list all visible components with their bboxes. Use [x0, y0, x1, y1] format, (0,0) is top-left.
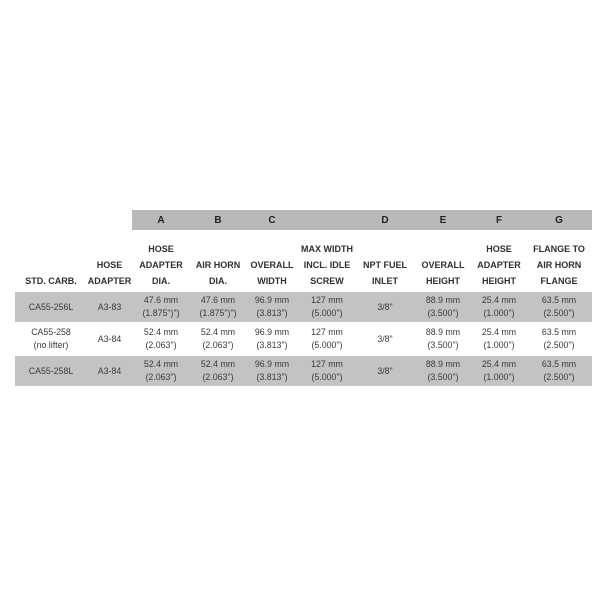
value-inch: (3.813"): [256, 372, 288, 382]
cell-e: [414, 292, 472, 322]
value-inch: (2.063"): [145, 372, 177, 382]
header-hose-adapter: [87, 257, 132, 292]
header-line: MAX WIDTH: [301, 244, 353, 254]
npt-value: 3/8": [377, 301, 393, 312]
value-inch: (1.000"): [483, 308, 515, 318]
value-inch: (2.063"): [145, 340, 177, 350]
cell-e: [414, 322, 472, 356]
cell-f: [472, 322, 526, 356]
value-inch: (2.063"): [202, 372, 234, 382]
header-line: SCREW: [310, 276, 344, 286]
header-line: ADAPTER: [87, 276, 132, 286]
value-inch: (2.500"): [543, 372, 575, 382]
header-line: STD. CARB.: [25, 276, 77, 286]
letter-blank: [298, 210, 356, 230]
value-inch: (5.000"): [311, 372, 343, 382]
value-inch: (3.813"): [256, 308, 288, 318]
table-row: [15, 292, 592, 322]
value-mm: 63.5 mm: [541, 295, 577, 305]
value-inch: (2.500"): [543, 340, 575, 350]
header-line: INCL. IDLE: [303, 260, 351, 270]
header-line: NPT FUEL: [363, 260, 407, 270]
letter-e: E: [439, 214, 447, 226]
value-inch: (1.875")"): [142, 308, 180, 318]
cell-hose-adapter: [87, 356, 132, 386]
hose-adapter-value: A3-84: [97, 333, 122, 344]
cell-d: [356, 292, 414, 322]
letter-b: B: [214, 214, 222, 226]
cell-max-width: [298, 292, 356, 322]
value-inch: (1.000"): [483, 340, 515, 350]
header-line: AIR HORN: [195, 260, 241, 270]
value-mm: 127 mm: [311, 295, 343, 305]
value-inch: (5.000"): [311, 308, 343, 318]
table-row: [15, 356, 592, 386]
value-inch: (3.500"): [427, 340, 459, 350]
value-inch: (1.000"): [483, 372, 515, 382]
header-line: INLET: [372, 276, 398, 286]
value-mm: 63.5 mm: [541, 359, 577, 369]
value-mm: 127 mm: [311, 327, 343, 337]
cell-c: [246, 292, 298, 322]
cell-g: [526, 292, 592, 322]
cell-g: [526, 322, 592, 356]
letter-f: F: [495, 214, 503, 226]
cell-b: [190, 322, 246, 356]
letter-a: A: [157, 214, 165, 226]
header-overall-width: [246, 257, 298, 292]
carburetor-spec-table: [15, 210, 592, 386]
header-line: HEIGHT: [425, 276, 460, 286]
value-mm: 63.5 mm: [541, 327, 577, 337]
cell-c: [246, 356, 298, 386]
value-mm: 25.4 mm: [481, 295, 517, 305]
hose-adapter-value: A3-84: [97, 365, 122, 376]
header-hose-adapter-height: [472, 241, 526, 292]
std-carb-value: CA55-258L: [28, 365, 74, 376]
std-carb-note: (no lifter): [33, 340, 69, 350]
cell-d: [356, 356, 414, 386]
cell-d: [356, 322, 414, 356]
cell-a: [132, 356, 190, 386]
npt-value: 3/8": [377, 333, 393, 344]
cell-std-carb: [15, 292, 87, 322]
header-line: DIA.: [209, 276, 227, 286]
std-carb-value: CA55-258: [31, 327, 71, 337]
table-row: [15, 322, 592, 356]
header-line: ADAPTER: [139, 260, 183, 270]
header-line: OVERALL: [421, 260, 465, 270]
value-mm: 96.9 mm: [254, 327, 290, 337]
npt-value: 3/8": [377, 365, 393, 376]
header-line: HOSE: [148, 244, 174, 254]
value-mm: 88.9 mm: [425, 327, 461, 337]
std-carb-value: CA55-256L: [28, 301, 74, 312]
value-mm: 88.9 mm: [425, 295, 461, 305]
value-inch: (2.063"): [202, 340, 234, 350]
value-inch: (1.875")"): [199, 308, 237, 318]
value-mm: 47.6 mm: [143, 295, 179, 305]
cell-g: [526, 356, 592, 386]
value-mm: 47.6 mm: [200, 295, 236, 305]
value-mm: 96.9 mm: [254, 359, 290, 369]
header-line: AIR HORN: [536, 260, 582, 270]
value-inch: (5.000"): [311, 340, 343, 350]
cell-std-carb: [15, 356, 87, 386]
letter-bar: [132, 210, 592, 230]
header-std-carb: [15, 273, 87, 292]
header-flange-to-air-horn-flange: [526, 241, 592, 292]
cell-a: [132, 292, 190, 322]
value-inch: (2.500"): [543, 308, 575, 318]
cell-f: [472, 356, 526, 386]
header-line: FLANGE TO: [533, 244, 585, 254]
header-overall-height: [414, 257, 472, 292]
value-mm: 52.4 mm: [143, 359, 179, 369]
cell-max-width: [298, 322, 356, 356]
header-line: DIA.: [152, 276, 170, 286]
cell-hose-adapter: [87, 322, 132, 356]
cell-f: [472, 292, 526, 322]
value-mm: 96.9 mm: [254, 295, 290, 305]
cell-a: [132, 322, 190, 356]
header-line: ADAPTER: [477, 260, 521, 270]
letter-d: D: [381, 214, 389, 226]
cell-max-width: [298, 356, 356, 386]
header-npt-fuel-inlet: [356, 257, 414, 292]
value-inch: (3.500"): [427, 372, 459, 382]
header-line: OVERALL: [250, 260, 294, 270]
table-header-row: [15, 230, 592, 292]
header-line: HEIGHT: [481, 276, 516, 286]
cell-b: [190, 356, 246, 386]
cell-b: [190, 292, 246, 322]
value-mm: 52.4 mm: [200, 359, 236, 369]
value-inch: (3.500"): [427, 308, 459, 318]
cell-c: [246, 322, 298, 356]
letter-g: G: [555, 214, 563, 226]
header-line: HOSE: [96, 260, 123, 270]
header-line: FLANGE: [540, 276, 578, 286]
value-mm: 52.4 mm: [200, 327, 236, 337]
value-mm: 88.9 mm: [425, 359, 461, 369]
cell-e: [414, 356, 472, 386]
cell-hose-adapter: [87, 292, 132, 322]
header-line: WIDTH: [257, 276, 287, 286]
value-mm: 25.4 mm: [481, 359, 517, 369]
header-max-width: [298, 241, 356, 292]
header-hose-adapter-dia: [132, 241, 190, 292]
hose-adapter-value: A3-83: [97, 301, 122, 312]
value-mm: 127 mm: [311, 359, 343, 369]
value-mm: 25.4 mm: [481, 327, 517, 337]
cell-std-carb: [15, 322, 87, 356]
value-mm: 52.4 mm: [143, 327, 179, 337]
value-inch: (3.813"): [256, 340, 288, 350]
header-line: HOSE: [486, 244, 512, 254]
letter-c: C: [268, 214, 276, 226]
header-air-horn-dia: [190, 257, 246, 292]
